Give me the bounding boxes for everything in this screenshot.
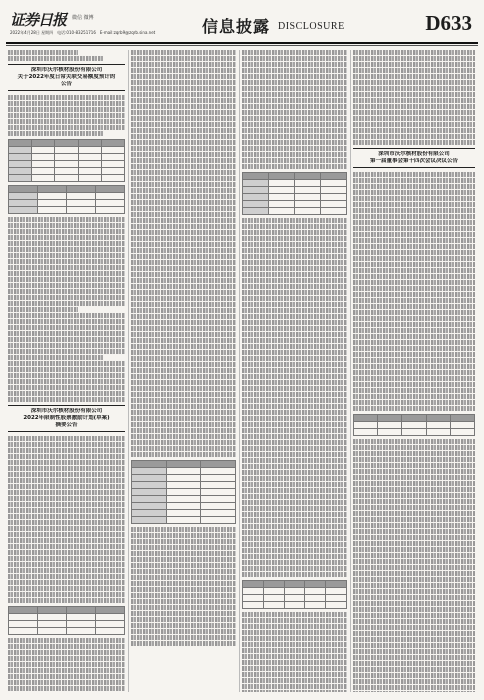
logo-subtext: 微信 微博	[72, 15, 94, 21]
section-title-english: DISCLOSURE	[278, 21, 345, 32]
data-table	[8, 185, 125, 214]
section-title: 信息披露	[202, 17, 271, 36]
newspaper-logo: 证券日报	[10, 11, 67, 29]
data-table	[131, 460, 236, 524]
article-headline: 深圳市沃尔核材股份有限公司 2022年限制性股票激励计划(草案) 摘要公告	[8, 405, 125, 432]
data-table	[242, 580, 347, 609]
column-2	[131, 50, 236, 692]
data-table	[353, 414, 475, 436]
data-table	[8, 139, 125, 182]
article-body	[8, 95, 125, 136]
column-1	[8, 50, 125, 692]
article-headline: 深圳市沃尔核材股份有限公司 第一届董事会第十四次会议决议公告	[353, 148, 475, 168]
header-rule	[6, 45, 478, 46]
column-divider	[239, 50, 240, 692]
article-headline: 深圳市沃尔核材股份有限公司 关于2022年度日常关联交易额度预计的 公告	[8, 64, 125, 91]
column-divider	[350, 50, 351, 692]
masthead	[6, 6, 478, 44]
column-4	[353, 50, 475, 692]
dateline: 2022年4月28日 星期四 电话:010-83251716 E-mail:zqrb9@zqrb.sina.net	[10, 30, 156, 35]
page-number: D633	[425, 11, 472, 35]
data-table	[8, 606, 125, 635]
data-table	[242, 172, 347, 215]
column-divider	[128, 50, 129, 692]
column-3	[242, 50, 347, 692]
